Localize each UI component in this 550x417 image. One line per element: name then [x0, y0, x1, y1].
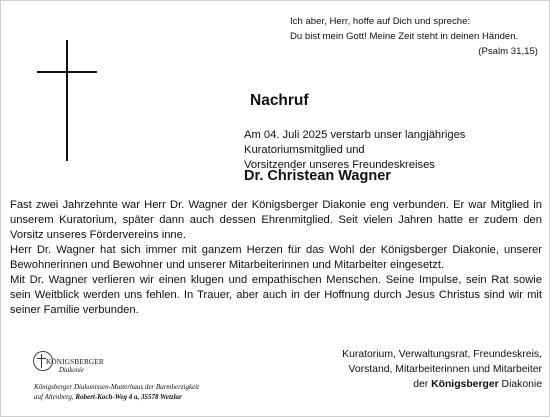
- intro-line-1: Am 04. Juli 2025 verstarb unser langjähriges Kuratoriumsmitglied und: [244, 129, 466, 156]
- address-line-2: [34, 392, 199, 402]
- address-street: Robert-Koch-Weg 4 a, 35578 Wetzlar: [75, 393, 182, 401]
- logo-name: KÖNIGSBERGER: [46, 358, 104, 366]
- signature-bold: Königsberger: [431, 379, 499, 390]
- address-prefix: auf Altenberg,: [34, 393, 76, 401]
- cross-icon-horizontal: [37, 71, 97, 73]
- signature-line-1: Kuratorium, Verwaltungsrat, Freundeskreis,: [342, 349, 542, 360]
- signature-suffix: Diakonie: [498, 379, 542, 390]
- logo-subtitle: Diakonie: [59, 367, 84, 374]
- verse-reference: (Psalm 31,15): [478, 46, 538, 57]
- verse-line-1: Ich aber, Herr, hoffe auf Dich und spreche:: [290, 16, 471, 27]
- paragraph-1: Fast zwei Jahrzehnte war Herr Dr. Wagner der Königsberger Diakonie eng verbunden. Er war Mitglied in unserem Kuratorium, später dann auch dessen Ehrenmitglied. Seit vielen Jahren hatte er zudem den Vorsitz unseres Fördervereins inne.: [10, 199, 542, 241]
- obituary-body: [10, 198, 542, 318]
- address-line-1: Königsberger Diakonissen-Mutterhaus der Barmherzigkeit: [34, 383, 200, 391]
- obituary-title: Nachruf: [250, 92, 309, 109]
- signature-line-3: [300, 377, 542, 392]
- cross-icon-vertical: [66, 40, 68, 161]
- verse-line-2: Du bist mein Gott! Meine Zeit steht in deinen Händen.: [290, 31, 519, 42]
- logo-cross-icon-bar: [37, 358, 46, 359]
- paragraph-2: Herr Dr. Wagner hat sich immer mit ganzem Herzen für das Wohl der Königsberger Diakonie, unserer Bewohnerinnen und Bewohner und unserer Mitarbeiterinnen und Mitarbeiter eingesetzt.: [10, 244, 542, 271]
- signature-prefix: der: [413, 379, 432, 390]
- intro-text: [244, 128, 544, 173]
- logo-cross-icon: [41, 354, 42, 368]
- signature-block: [300, 347, 542, 392]
- paragraph-3: Mit Dr. Wagner verlieren wir einen klugen und empathischen Menschen. Seine Impulse, sein Rat sowie sein Weitblick werden uns fehlen. In Trauer, aber auch in der Hoffnung durch Jesus Christus sind wir mit seiner Familie verbunden.: [10, 274, 542, 316]
- bible-verse: [290, 14, 540, 59]
- address-block: [34, 382, 199, 402]
- intro-line-2: Vorsitzender unseres Freundeskreises: [244, 159, 435, 171]
- deceased-name: Dr. Christean Wagner: [244, 168, 391, 184]
- signature-line-2: Vorstand, Mitarbeiterinnen und Mitarbeiter: [348, 364, 542, 375]
- diakonie-logo: [29, 349, 104, 377]
